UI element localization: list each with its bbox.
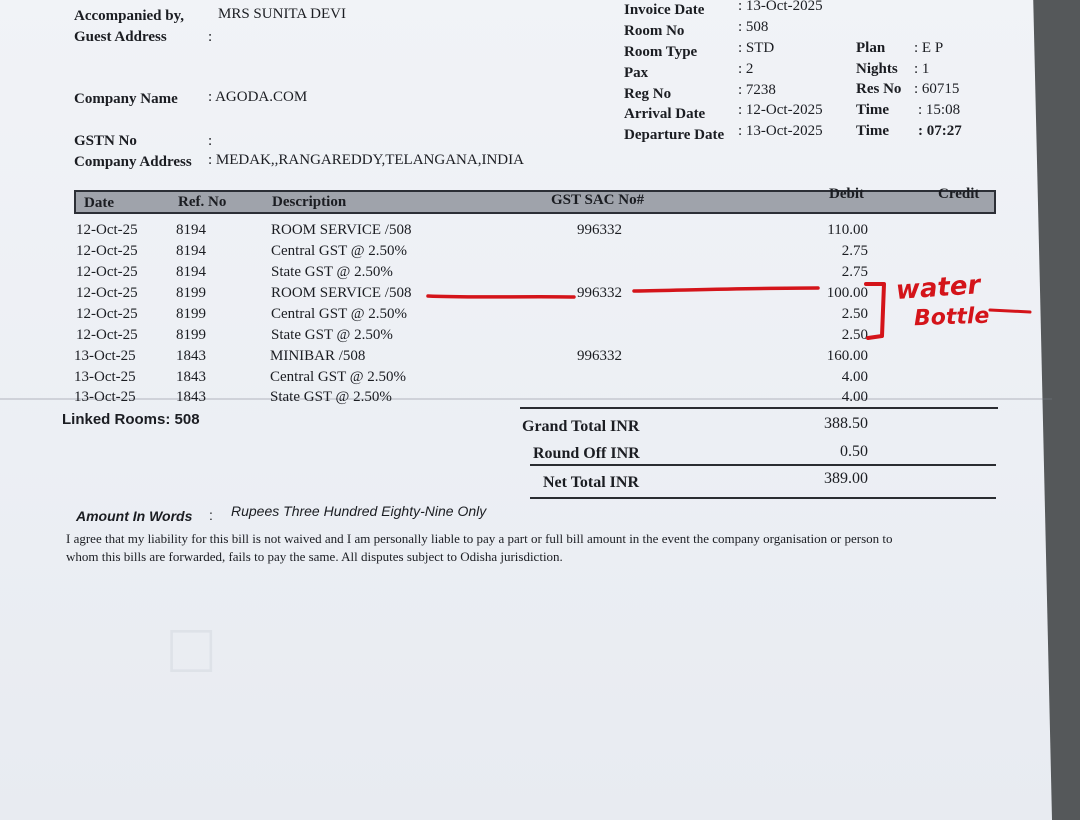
nights-label: Nights (856, 61, 898, 77)
pax-label: Pax (624, 65, 649, 81)
arrival-date-value: : 12-Oct-2025 (738, 102, 823, 118)
arrival-time-label: Time (856, 102, 890, 118)
company-name-label: Company Name (74, 91, 178, 107)
invoice-date-value: : 13-Oct-2025 (738, 0, 823, 14)
round-off-label: Round Off INR (533, 445, 640, 462)
col-header-debit: Debit (829, 186, 864, 202)
guest-address-value: : (208, 29, 213, 45)
col-header-date: Date (84, 195, 114, 211)
net-total-label: Net Total INR (543, 474, 640, 491)
row-description: Central GST @ 2.50% (271, 243, 408, 259)
amount-words-value: Rupees Three Hundred Eighty-Nine Only (231, 503, 487, 519)
grand-total-value: 388.50 (824, 415, 868, 432)
row-ref: 1843 (176, 369, 206, 385)
row-debit: 110.00 (827, 222, 868, 238)
row-debit: 100.00 (826, 285, 868, 301)
nights-value: : 1 (914, 61, 930, 77)
row-debit: 4.00 (841, 389, 868, 405)
paper-fold (0, 398, 1052, 400)
row-ref: 8199 (176, 285, 206, 301)
company-name-value: : AGODA.COM (208, 89, 308, 105)
row-debit: 4.00 (841, 369, 868, 385)
row-description: ROOM SERVICE /508 (271, 285, 412, 301)
row-date: 12-Oct-25 (76, 327, 138, 343)
disclaimer-line-2: whom this bills are forwarded, fails to pay the same. All disputes subject to Odisha jurisdiction. (66, 549, 563, 564)
round-off-value: 0.50 (840, 443, 868, 460)
departure-date-value: : 13-Oct-2025 (738, 123, 823, 139)
room-no-value: : 508 (738, 19, 769, 35)
disclaimer-line-1: I agree that my liability for this bill is not waived and I am personally liable to pay a part or full bill amount in the event the company organisation or person to (66, 531, 893, 546)
departure-time-label: Time (856, 123, 890, 139)
row-date: 13-Oct-25 (74, 389, 136, 405)
totals-bottom-rule (530, 497, 996, 499)
col-header-ref: Ref. No (178, 194, 227, 210)
invoice-date-label: Invoice Date (624, 2, 705, 18)
row-date: 13-Oct-25 (74, 369, 136, 385)
totals-mid-rule (530, 464, 996, 466)
row-date: 12-Oct-25 (76, 306, 138, 322)
row-ref: 8194 (176, 222, 206, 238)
row-ref: 8199 (176, 327, 206, 343)
row-date: 12-Oct-25 (76, 222, 138, 238)
row-ref: 8194 (176, 243, 206, 259)
reg-no-label: Reg No (624, 86, 672, 102)
row-debit: 2.75 (841, 243, 868, 259)
col-header-gst-sac: GST SAC No# (551, 192, 645, 208)
row-debit: 2.75 (841, 264, 868, 280)
row-ref: 8194 (176, 264, 206, 280)
arrival-time-value: : 15:08 (918, 102, 961, 118)
row-description: State GST @ 2.50% (271, 327, 393, 343)
guest-address-label: Guest Address (74, 29, 167, 45)
col-header-credit: Credit (938, 186, 980, 202)
reg-no-value: : 7238 (738, 82, 776, 98)
departure-time-value: : 07:27 (918, 123, 962, 139)
row-debit: 2.50 (841, 327, 868, 343)
row-description: Central GST @ 2.50% (270, 369, 407, 385)
company-address-label: Company Address (74, 154, 192, 170)
net-total-value: 389.00 (824, 470, 868, 487)
row-debit: 160.00 (826, 348, 868, 364)
res-no-value: : 60715 (914, 81, 960, 97)
row-date: 13-Oct-25 (74, 348, 136, 364)
totals-top-rule (520, 407, 998, 409)
row-date: 12-Oct-25 (76, 285, 138, 301)
accompanied-value: MRS SUNITA DEVI (218, 6, 346, 22)
amount-words-label: Amount In Words (76, 508, 193, 524)
row-date: 12-Oct-25 (76, 264, 138, 280)
row-description: MINIBAR /508 (270, 348, 366, 364)
room-no-label: Room No (624, 23, 685, 39)
row-sac: 996332 (577, 348, 622, 364)
gstn-label: GSTN No (74, 133, 137, 149)
grand-total-label: Grand Total INR (522, 418, 640, 435)
row-sac: 996332 (577, 285, 622, 301)
row-description: Central GST @ 2.50% (271, 306, 408, 322)
plan-label: Plan (856, 40, 886, 56)
row-description: State GST @ 2.50% (271, 264, 393, 280)
linked-rooms: Linked Rooms: 508 (62, 411, 200, 428)
amount-words-colon: : (209, 507, 213, 523)
annotation-word-water: water (894, 270, 982, 307)
departure-date-label: Departure Date (624, 127, 725, 143)
row-ref: 1843 (176, 389, 206, 405)
room-type-label: Room Type (624, 44, 698, 60)
row-debit: 2.50 (841, 306, 868, 322)
annotation-word-bottle: Bottle (913, 303, 990, 332)
row-date: 12-Oct-25 (76, 243, 138, 259)
col-header-description: Description (272, 194, 347, 210)
room-type-value: : STD (738, 40, 775, 56)
row-description: ROOM SERVICE /508 (271, 222, 412, 238)
row-description: State GST @ 2.50% (270, 389, 392, 405)
res-no-label: Res No (856, 81, 902, 97)
pax-value: : 2 (738, 61, 754, 77)
row-ref: 8199 (176, 306, 206, 322)
gstn-value: : (208, 133, 213, 149)
accompanied-label: Accompanied by, (74, 8, 185, 24)
plan-value: : E P (914, 40, 944, 56)
row-ref: 1843 (176, 348, 206, 364)
company-address-value: : MEDAK,,RANGAREDDY,TELANGANA,INDIA (208, 152, 524, 168)
arrival-date-label: Arrival Date (624, 106, 706, 122)
faded-watermark: □ (170, 611, 219, 688)
row-sac: 996332 (577, 222, 622, 238)
